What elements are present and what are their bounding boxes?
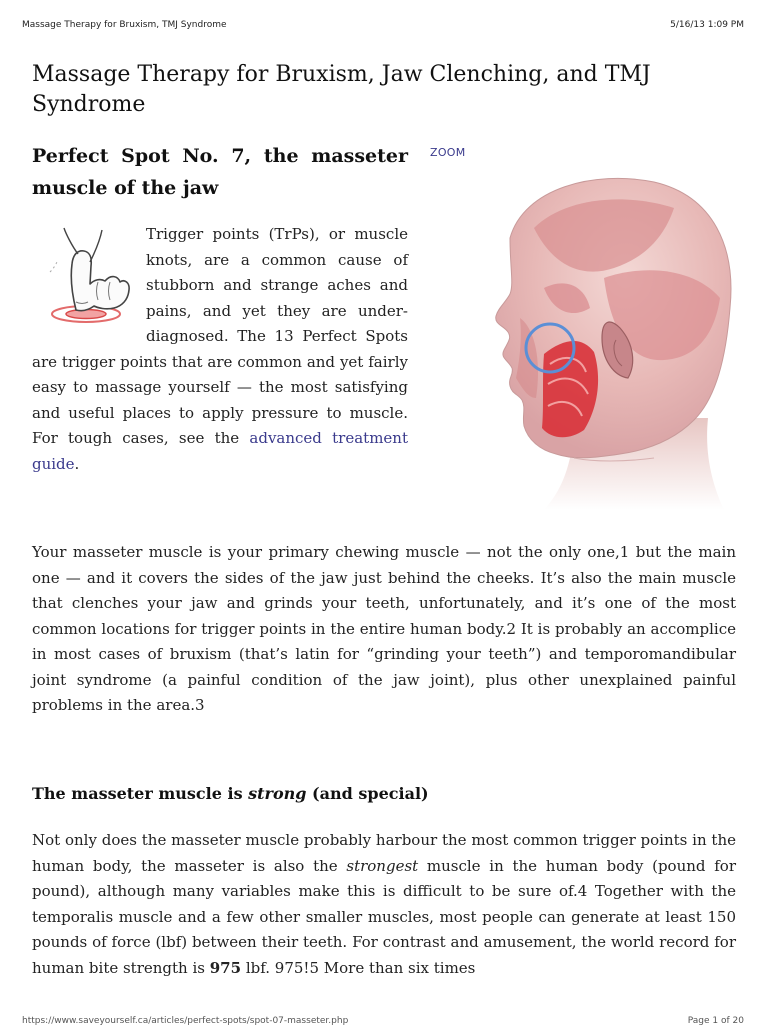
- pressing-finger-icon: [32, 224, 138, 330]
- p2-part-a: Not only does the masseter muscle probably harbour the most common trigger points in the human body, the masseter is also the: [32, 831, 736, 875]
- spot-heading: Perfect Spot No. 7, the masseter muscle of the jaw: [32, 145, 408, 199]
- subheading-emphasis: strong: [248, 784, 307, 803]
- body-paragraph-2: [32, 828, 736, 981]
- bite-strength-value: 975: [209, 958, 242, 977]
- p2-emphasis: strongest: [346, 856, 419, 875]
- intro-end: .: [74, 454, 80, 473]
- subheading-part-a: The masseter muscle is: [32, 784, 249, 803]
- print-footer: [22, 1016, 744, 1026]
- print-footer-page: Page 1 of 20: [687, 1016, 744, 1026]
- print-footer-url: https://www.saveyourself.ca/articles/perfect-spots/spot-07-masseter.php: [22, 1016, 349, 1026]
- p2-part-b: muscle in the human body (pound for pound), although many variables make this is difficult to be sure of.4 Together with the temporalis muscle and a few other smaller muscles, most people can generate at least 150 pounds of force (lbf) between their teeth. For contrast and amusement, the world record for human bite strength is: [32, 856, 736, 977]
- body-paragraph-1: Your masseter muscle is your primary chewing muscle — not the only one,1 but the main one — and it covers the sides of the jaw just behind the cheeks. It’s also the main muscle that clenches your jaw and grinds your teeth, unfortunately, and it’s one of the most common locations for trigger points in the entire human body.2 It is probably an accomplice in most cases of bruxism (that’s latin for “grinding your teeth”) and temporomandibular joint syndrome (a painful condition of the jaw joint), plus other unexplained painful problems in the area.3: [32, 543, 736, 714]
- print-header-datetime: 5/16/13 1:09 PM: [670, 20, 744, 30]
- subheading-part-b: (and special): [306, 784, 429, 803]
- masseter-strong-subheading: [32, 784, 429, 803]
- head-masseter-illustration: [424, 168, 740, 510]
- advanced-treatment-guide-link[interactable]: advanced treatment guide: [32, 429, 408, 473]
- print-header: [22, 20, 744, 30]
- p2-part-c: lbf. 975!5 More than six times: [241, 958, 476, 977]
- zoom-link[interactable]: ZOOM: [430, 146, 466, 159]
- intro-paragraph: [32, 222, 408, 477]
- intro-text: Trigger points (TrPs), or muscle knots, are a common cause of stubborn and strange aches and pains, and yet they are under-diagnosed. The 13 Perfect Spots are trigger points that are common and yet fairly easy to massage yourself — the most satisfying and useful places to apply pressure to muscle. For tough cases, see the: [32, 225, 408, 447]
- print-header-title: Massage Therapy for Bruxism, TMJ Syndrome: [22, 20, 227, 30]
- article-title: Massage Therapy for Bruxism, Jaw Clenching, and TMJ Syndrome: [32, 62, 651, 117]
